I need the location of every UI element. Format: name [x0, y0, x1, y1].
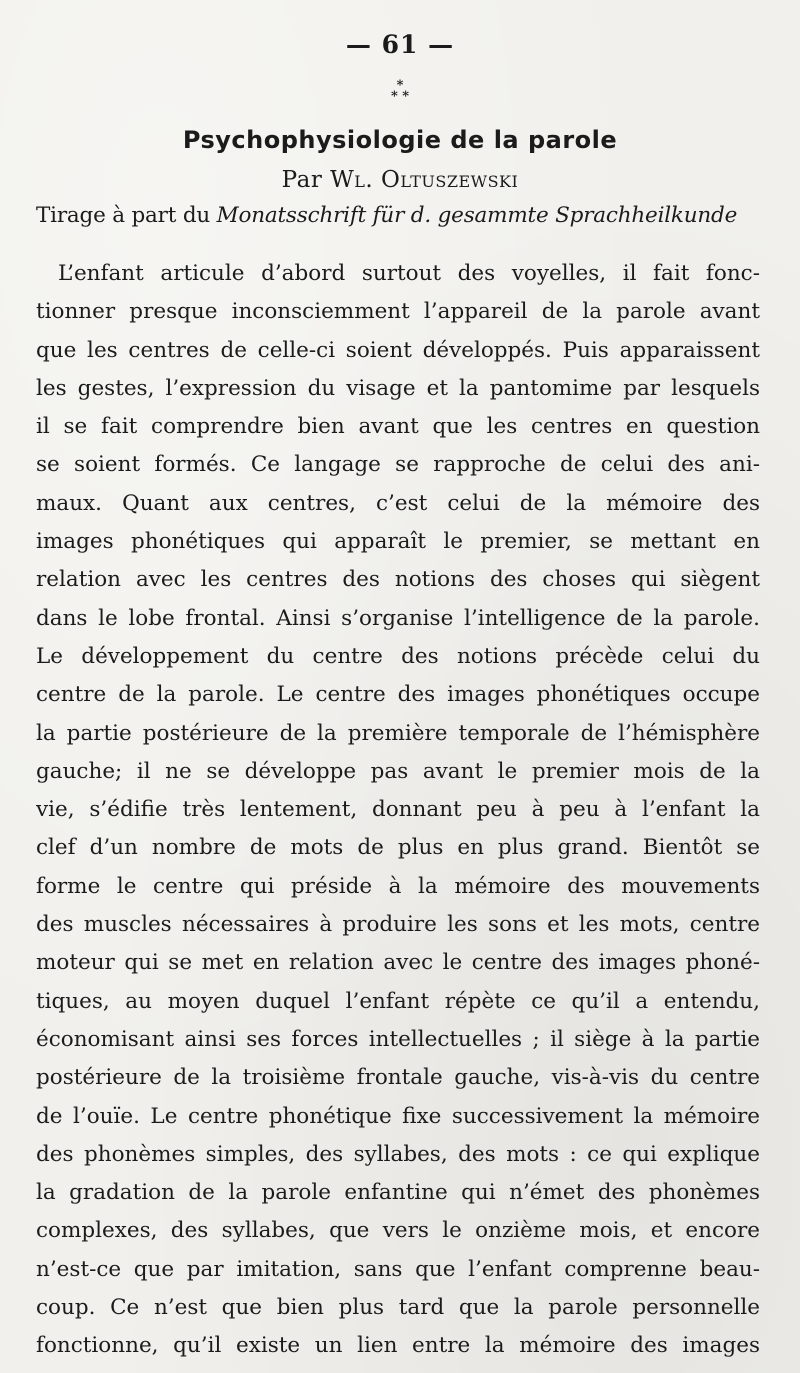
text-line: il se fait comprendre bien avant que les centres en question: [36, 414, 760, 440]
byline: [0, 167, 800, 193]
text-line: dans le lobe frontal. Ainsi s’organise l’intelligence de la parole.: [36, 605, 760, 631]
text-line: relation avec les centres des notions des choses qui siègent: [36, 567, 760, 593]
asterism-ornament: [0, 80, 800, 102]
text-line: forme le centre qui préside à la mémoire des mouvements: [36, 873, 760, 899]
article-title: Psychophysiologie de la parole: [182, 126, 618, 154]
page-number: — 61 —: [345, 30, 455, 59]
asterism-top: *: [396, 78, 404, 93]
text-line: moteur qui se met en relation avec le centre des images phoné-: [36, 950, 760, 976]
text-line: les gestes, l’expression du visage et la pantomime par lesquels: [36, 375, 760, 401]
asterism-bottom: * *: [390, 89, 410, 104]
source-prefix: Tirage à part du: [36, 203, 217, 228]
text-line: postérieure de la troisième frontale gauche, vis-à-vis du centre: [36, 1065, 760, 1091]
text-line: gauche; il ne se développe pas avant le premier mois de la: [36, 758, 760, 784]
text-line: clef d’un nombre de mots de plus en plus grand. Bientôt se: [36, 835, 760, 861]
text-line: Le développement du centre des notions précède celui du: [36, 643, 760, 669]
text-line: images phonétiques qui apparaît le premier, se mettant en: [36, 529, 760, 555]
text-line: des phonèmes simples, des syllabes, des mots : ce qui explique: [36, 1141, 760, 1167]
text-line: se soient formés. Ce langage se rapproche de celui des ani-: [36, 452, 760, 478]
text-line: n’est-ce que par imitation, sans que l’enfant comprenne beau-: [36, 1256, 760, 1282]
journal-title: Monatsschrift für d. gesammte Sprachheilkunde: [216, 203, 738, 228]
text-line: économisant ainsi ses forces intellectuelles ; il siège à la partie: [36, 1026, 760, 1052]
text-line: complexes, des syllabes, que vers le onzième mois, et encore: [36, 1218, 760, 1244]
text-line: fonctionne, qu’il existe un lien entre la mémoire des images: [36, 1333, 760, 1359]
text-line: maux. Quant aux centres, c’est celui de la mémoire des: [36, 490, 760, 516]
source-note: [36, 203, 764, 228]
text-line: L’enfant articule d’abord surtout des voyelles, il fait fonc-: [58, 261, 760, 286]
text-line: vie, s’édifie très lentement, donnant peu à peu à l’enfant la: [36, 797, 760, 823]
text-line: la partie postérieure de la première temporale de l’hémisphère: [36, 720, 760, 746]
author-name: Wl. Oltuszewski: [330, 167, 519, 193]
text-line: de l’ouïe. Le centre phonétique fixe successivement la mémoire: [36, 1103, 760, 1129]
text-line: des muscles nécessaires à produire les sons et les mots, centre: [36, 912, 760, 938]
text-line: tionner presque inconsciemment l’appareil de la parole avant: [36, 299, 760, 325]
text-line: la gradation de la parole enfantine qui n’émet des phonèmes: [36, 1180, 760, 1206]
text-line: centre de la parole. Le centre des images phonétiques occupe: [36, 682, 760, 708]
text-line: coup. Ce n’est que bien plus tard que la parole personnelle: [36, 1295, 760, 1321]
text-line: que les centres de celle-ci soient développés. Puis apparaissent: [36, 337, 760, 363]
byline-prefix: Par: [281, 167, 331, 193]
body-paragraph: [36, 255, 760, 1366]
text-line: tiques, au moyen duquel l’enfant répète ce qu’il a entendu,: [36, 988, 760, 1014]
